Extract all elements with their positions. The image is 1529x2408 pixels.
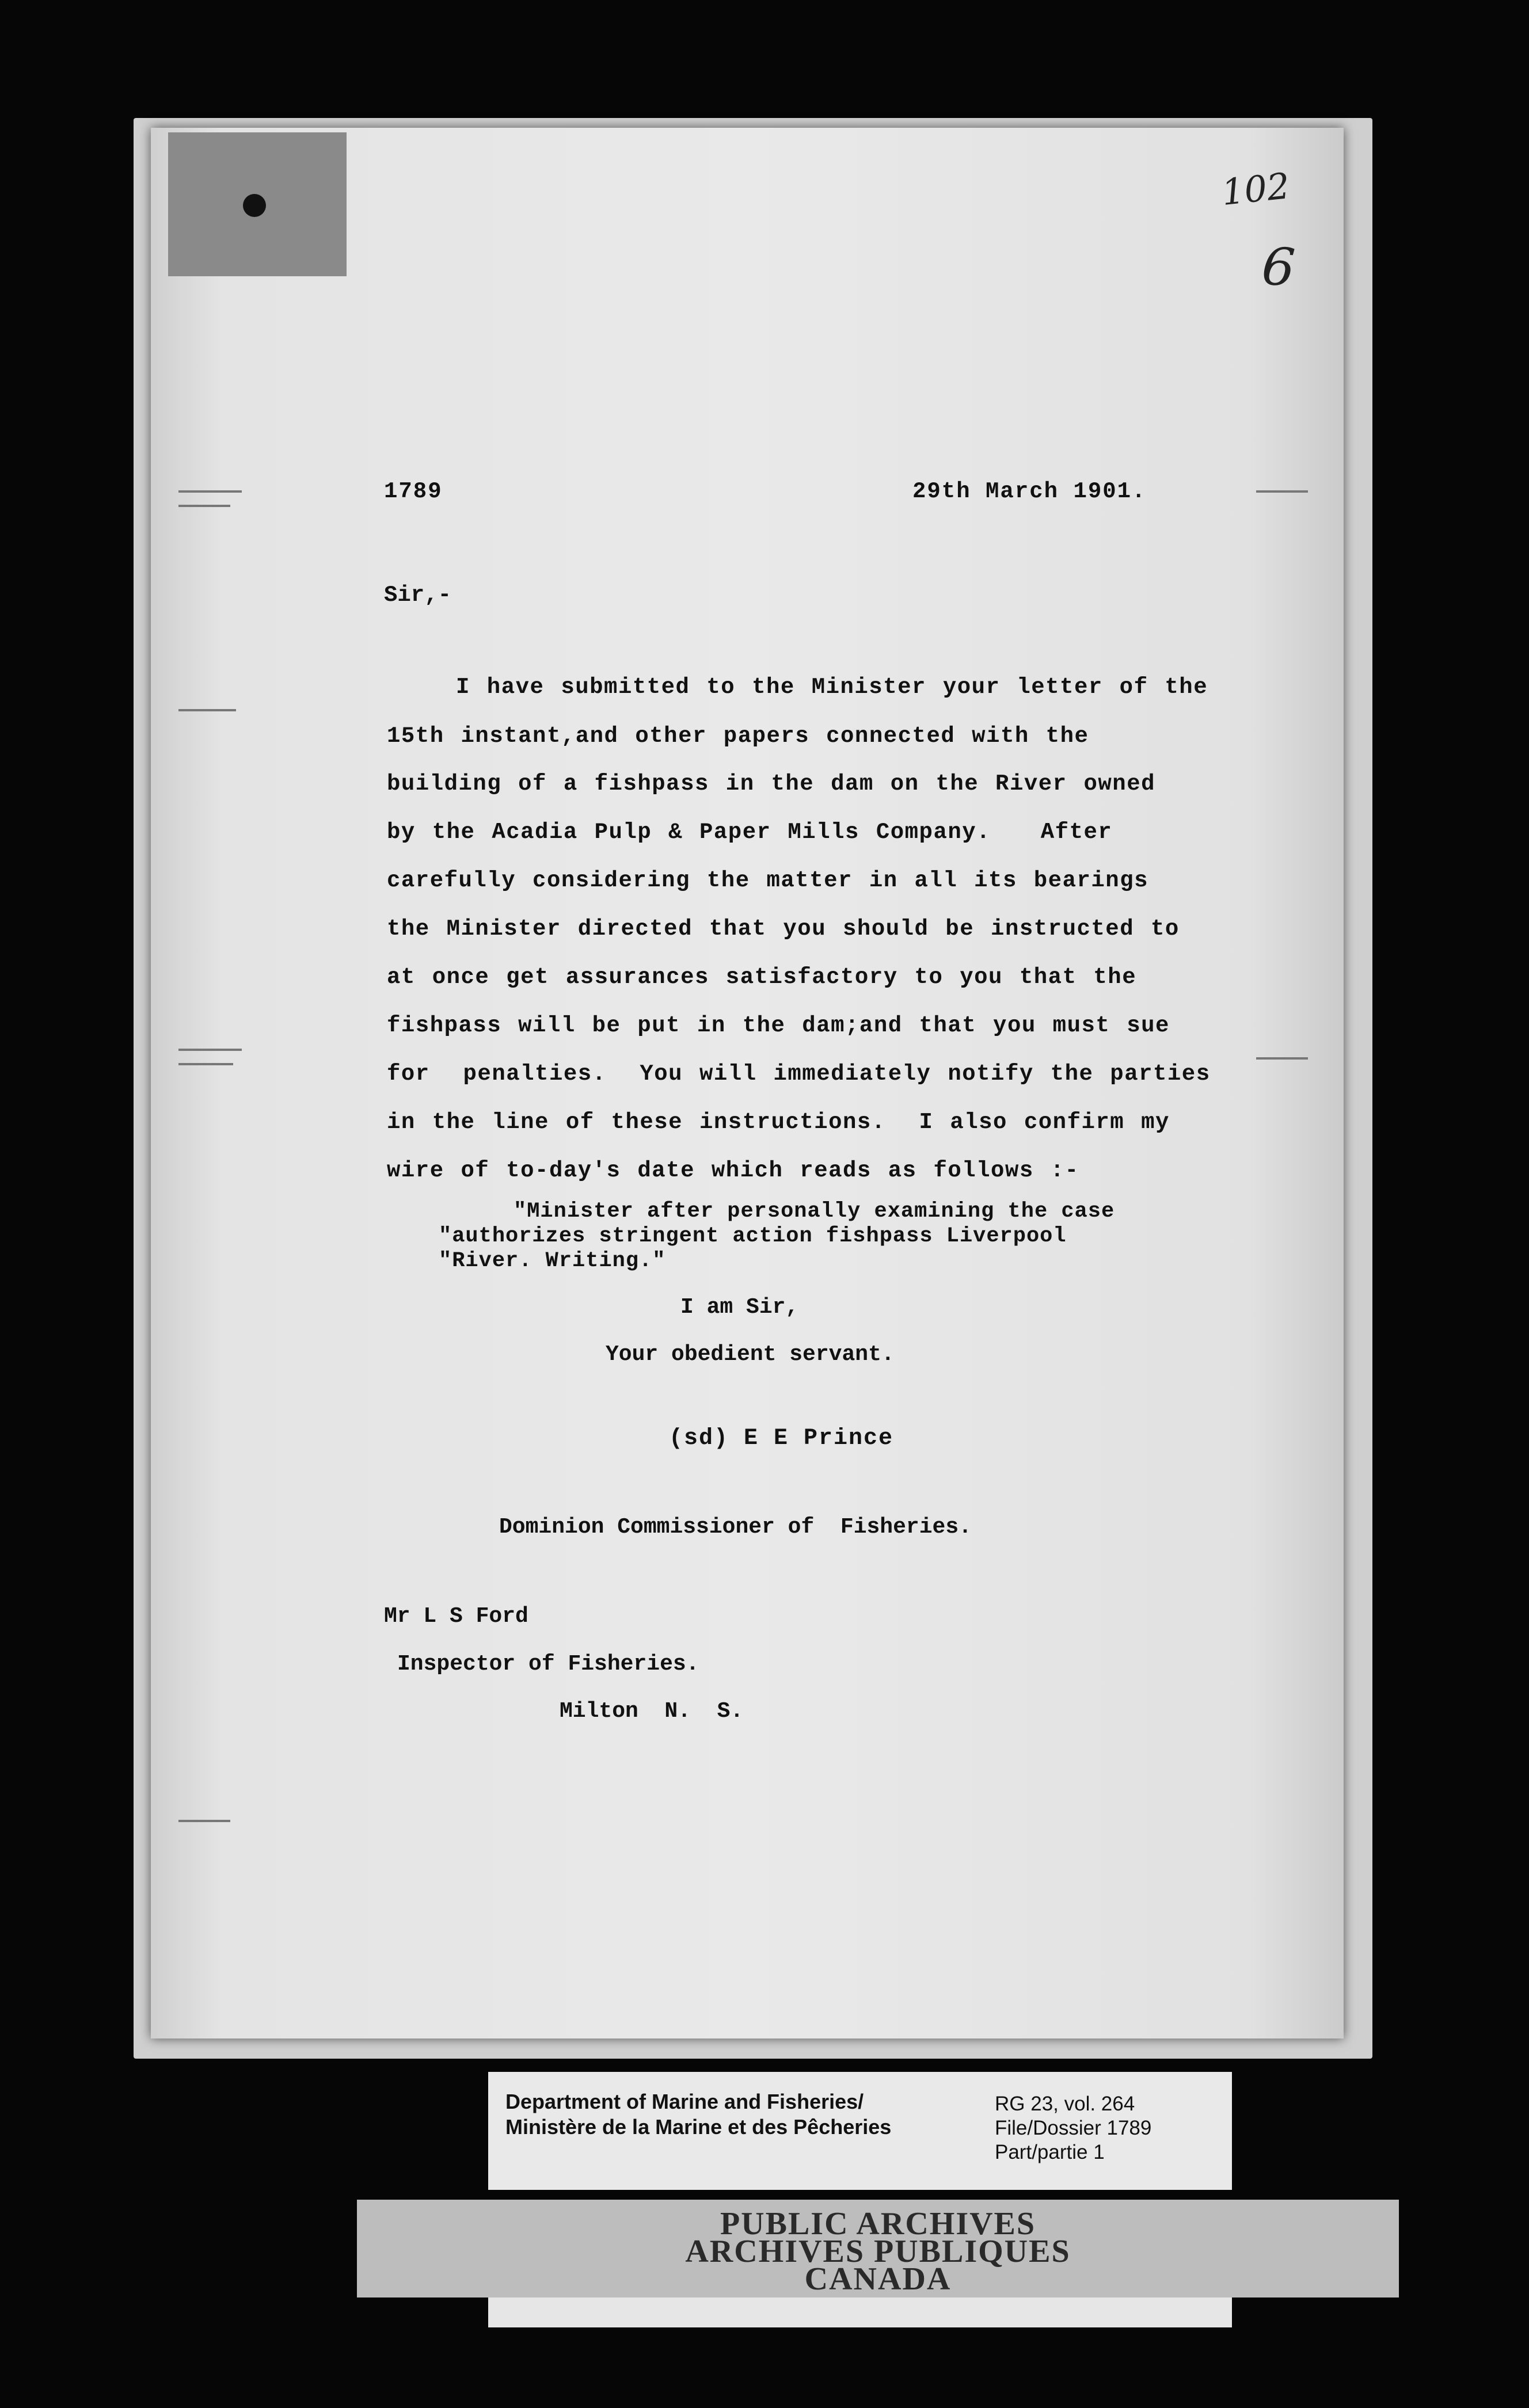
closing-line: Your obedient servant. bbox=[606, 1342, 895, 1367]
margin-mark bbox=[178, 1820, 230, 1822]
margin-mark bbox=[1256, 490, 1308, 493]
archive-reference-label bbox=[488, 2072, 1232, 2190]
reference-line: File/Dossier 1789 bbox=[995, 2117, 1152, 2139]
signer-title: Dominion Commissioner of Fisheries. bbox=[499, 1515, 972, 1540]
reference-line: RG 23, vol. 264 bbox=[995, 2093, 1135, 2115]
letter-page bbox=[151, 128, 1344, 2039]
telegram-quote-line: "River. Writing." bbox=[439, 1249, 666, 1273]
telegram-quote-line: "Minister after personally examining the case bbox=[514, 1199, 1115, 1224]
margin-mark bbox=[178, 1049, 242, 1051]
margin-mark bbox=[1256, 1057, 1308, 1060]
stamp-line: PUBLIC ARCHIVES bbox=[720, 2206, 1036, 2242]
signature: (sd) E E Prince bbox=[669, 1426, 894, 1451]
body-line: 15th instant,and other papers connected with the bbox=[387, 723, 1089, 749]
body-line: in the line of these instructions. I also confirm my bbox=[387, 1110, 1170, 1135]
telegram-quote-line: "authorizes stringent action fishpass Liverpool bbox=[439, 1224, 1067, 1248]
body-line: carefully considering the matter in all its bearings bbox=[387, 868, 1148, 893]
archive-stamp-band bbox=[357, 2200, 1399, 2297]
body-line: building of a fishpass in the dam on the River owned bbox=[387, 771, 1155, 797]
department-name bbox=[505, 2089, 891, 2140]
margin-mark bbox=[178, 505, 230, 507]
archive-stamp bbox=[357, 2206, 1399, 2297]
margin-mark bbox=[178, 1063, 233, 1065]
handwritten-folio: 102 bbox=[1219, 165, 1292, 214]
salutation: Sir,- bbox=[384, 582, 452, 608]
body-line: the Minister directed that you should be instructed to bbox=[387, 916, 1180, 942]
handwritten-mark: 6 bbox=[1260, 236, 1297, 299]
reference-line: Part/partie 1 bbox=[995, 2141, 1105, 2163]
margin-mark bbox=[178, 709, 236, 711]
body-line: fishpass will be put in the dam;and that you must sue bbox=[387, 1013, 1170, 1038]
recipient-title: Inspector of Fisheries. bbox=[397, 1652, 699, 1677]
body-line: I have submitted to the Minister your letter of the bbox=[456, 675, 1208, 700]
department-line: Ministère de la Marine et des Pêcheries bbox=[505, 2115, 892, 2139]
body-line: wire of to-day's date which reads as follows :- bbox=[387, 1158, 1079, 1183]
archive-reference bbox=[995, 2092, 1151, 2165]
body-line: for penalties. You will immediately notify the parties bbox=[387, 1061, 1211, 1087]
recipient-name: Mr L S Ford bbox=[384, 1604, 528, 1629]
label-strip bbox=[488, 2297, 1232, 2327]
stamp-line: ARCHIVES PUBLIQUES bbox=[685, 2234, 1071, 2269]
department-line: Department of Marine and Fisheries/ bbox=[505, 2090, 864, 2113]
body-line: at once get assurances satisfactory to you that the bbox=[387, 965, 1137, 990]
file-number: 1789 bbox=[384, 479, 443, 504]
punch-hole bbox=[243, 194, 266, 217]
letter-date: 29th March 1901. bbox=[912, 479, 1147, 504]
body-line: by the Acadia Pulp & Paper Mills Company. After bbox=[387, 820, 1113, 845]
closing-line: I am Sir, bbox=[680, 1295, 799, 1320]
stamp-line: CANADA bbox=[804, 2261, 952, 2297]
margin-mark bbox=[178, 490, 242, 493]
recipient-location: Milton N. S. bbox=[560, 1699, 744, 1724]
